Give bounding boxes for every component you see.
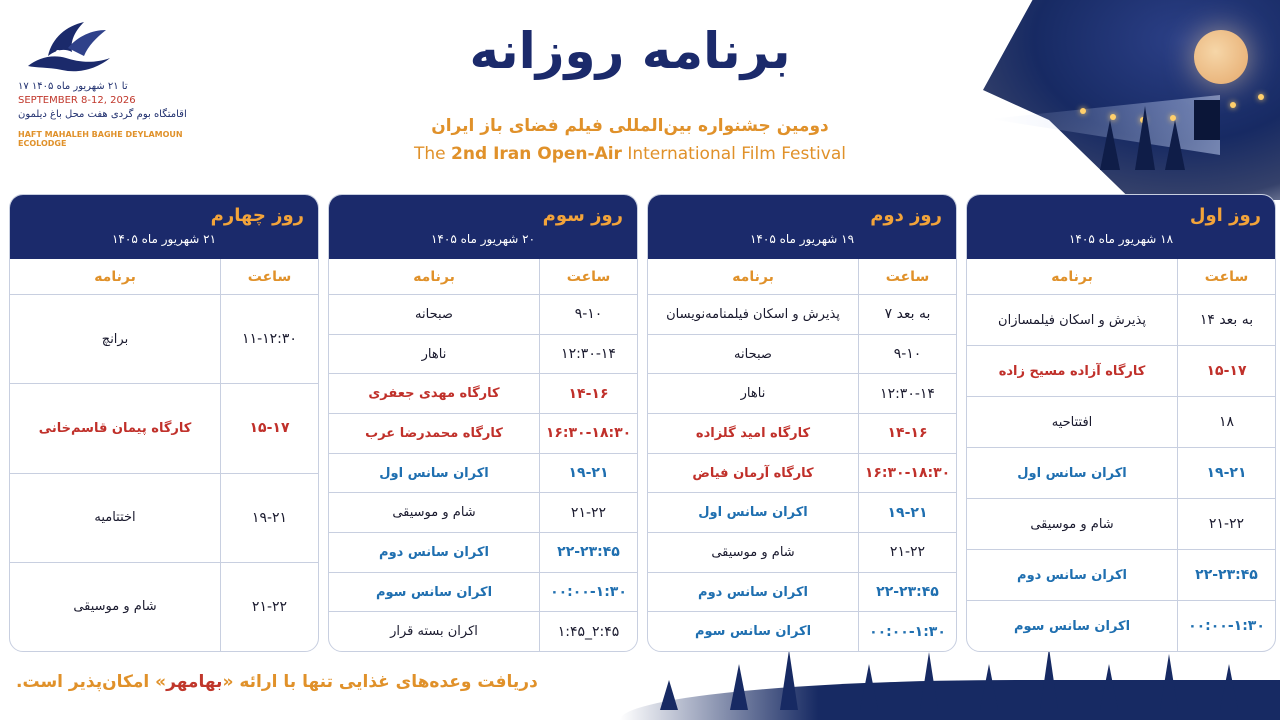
row-time: ۹-۱۰: [858, 335, 956, 374]
row-time: ۱۵-۱۷: [220, 384, 318, 472]
festival-name-fa: دومین جشنواره بین‌المللی فیلم فضای باز ایران: [431, 116, 829, 136]
day-table: [966, 194, 1276, 652]
row-time: ۲۱-۲۲: [858, 533, 956, 572]
tree-icon: [780, 650, 798, 710]
day-header: [329, 195, 637, 259]
row-time: ۹-۱۰: [539, 295, 637, 334]
hill: [620, 680, 1280, 720]
day-header: [967, 195, 1275, 259]
row-time: ۲۲-۲۳:۴۵: [1177, 550, 1275, 600]
festival-logo: [18, 18, 228, 148]
column-header-program: برنامه: [732, 268, 774, 285]
day-date: ۲۱ شهریور ماه ۱۴۰۵: [111, 232, 217, 246]
table-row: [967, 499, 1275, 550]
column-header-time: ساعت: [1177, 259, 1275, 294]
day-date: ۲۰ شهریور ماه ۱۴۰۵: [430, 232, 536, 246]
row-time: ۱:۴۵_۲:۴۵: [539, 612, 637, 651]
row-program: پذیرش و اسکان فیلمنامه‌نویسان: [666, 306, 840, 322]
schedule-rows: [329, 295, 637, 651]
column-header-program: برنامه: [1051, 268, 1093, 285]
table-row: [648, 573, 956, 613]
tree-icon: [1040, 648, 1058, 710]
meal-note-pre: دریافت وعده‌های غذایی تنها با ارائه «: [222, 672, 538, 692]
page-title: برنامه روزانه: [469, 22, 791, 80]
tree-icon: [660, 680, 678, 710]
row-program: اکران سانس سوم: [1013, 618, 1131, 634]
schedule-rows: [10, 295, 318, 651]
row-program: اکران سانس دوم: [698, 584, 808, 600]
table-row: [10, 474, 318, 563]
table-row: [648, 374, 956, 414]
festival-name-en-pre: The: [414, 144, 452, 164]
tree-icon: [1100, 120, 1120, 170]
table-row: [967, 295, 1275, 346]
row-time: ۲۱-۲۲: [220, 563, 318, 651]
row-program: پذیرش و اسکان فیلمسازان: [998, 312, 1146, 328]
tree-icon: [1135, 106, 1155, 170]
festival-name-en: [400, 144, 860, 164]
row-time: ۱۹-۲۱: [1177, 448, 1275, 498]
table-row: [329, 612, 637, 651]
table-row: [329, 335, 637, 375]
column-headers: [967, 259, 1275, 295]
row-time: ۱۴-۱۶: [539, 374, 637, 413]
row-time: ۰۰:۰۰-۱:۳۰: [1177, 601, 1275, 651]
day-date: ۱۸ شهریور ماه ۱۴۰۵: [1068, 232, 1174, 246]
row-time: ۱۶:۳۰-۱۸:۳۰: [539, 414, 637, 453]
row-program: برانچ: [101, 331, 129, 347]
day-table: [328, 194, 638, 652]
row-program: کارگاه آرمان فیاض: [692, 465, 814, 481]
row-program: صبحانه: [734, 346, 772, 362]
table-row: [329, 295, 637, 335]
table-row: [329, 414, 637, 454]
table-row: [967, 601, 1275, 651]
row-program: اختتامیه: [94, 510, 136, 526]
tree-icon: [1165, 120, 1185, 170]
row-program: صبحانه: [415, 306, 453, 322]
row-program: اکران سانس اول: [698, 505, 808, 521]
row-time: ۱۹-۲۱: [220, 474, 318, 562]
day-table: [9, 194, 319, 652]
table-row: [648, 295, 956, 335]
table-row: [329, 573, 637, 613]
tree-icon: [1220, 664, 1238, 710]
row-time: ۲۱-۲۲: [1177, 499, 1275, 549]
row-program: اکران بسته قرار: [390, 624, 478, 640]
row-program: اکران سانس دوم: [1017, 567, 1127, 583]
table-row: [648, 335, 956, 375]
row-program: اکران سانس سوم: [375, 584, 493, 600]
schedule-rows: [648, 295, 956, 651]
row-program: اکران سانس سوم: [694, 624, 812, 640]
day-date: ۱۹ شهریور ماه ۱۴۰۵: [749, 232, 855, 246]
row-time: ۱۹-۲۱: [539, 454, 637, 493]
table-row: [967, 550, 1275, 601]
row-time: ۱۱-۱۲:۳۰: [220, 295, 318, 383]
row-time: ۱۴ به بعد: [1177, 295, 1275, 345]
table-row: [648, 612, 956, 651]
table-row: [648, 414, 956, 454]
festival-name-en-post: International Film Festival: [621, 144, 846, 164]
day-name: روز اول: [1189, 205, 1261, 226]
day-name: روز دوم: [870, 205, 942, 226]
moon-icon: [1194, 30, 1248, 84]
table-row: [329, 533, 637, 573]
tree-icon: [920, 652, 938, 710]
row-program: اکران سانس اول: [379, 465, 489, 481]
festival-date-fa: ۱۷ تا ۲۱ شهریور ماه ۱۴۰۵: [18, 81, 128, 92]
tree-icon: [1100, 664, 1118, 710]
row-program: کارگاه پیمان قاسم‌خانی: [38, 420, 192, 436]
row-program: شام و موسیقی: [711, 544, 795, 560]
row-program: ناهار: [421, 346, 447, 362]
row-time: ۲۲-۲۳:۴۵: [539, 533, 637, 572]
column-header-program: برنامه: [413, 268, 455, 285]
table-row: [10, 563, 318, 651]
row-time: ۱۴-۱۶: [858, 414, 956, 453]
tree-icon: [1160, 654, 1178, 710]
projector-icon: [1194, 100, 1220, 140]
row-program: کارگاه محمدرضا عرب: [365, 425, 503, 441]
festival-date-en: SEPTEMBER 8-12, 2026: [18, 95, 136, 106]
table-row: [967, 397, 1275, 448]
column-headers: [10, 259, 318, 295]
row-time: ۱۸: [1177, 397, 1275, 447]
row-program: شام و موسیقی: [392, 505, 476, 521]
table-row: [648, 454, 956, 494]
row-time: ۱۹-۲۱: [858, 493, 956, 532]
festival-venue-fa: اقامتگاه بوم گردی هفت محل باغ دیلمون: [18, 109, 187, 120]
tree-icon: [980, 664, 998, 710]
row-program: کارگاه آزاده مسیح زاده: [998, 363, 1146, 379]
day-header: [10, 195, 318, 259]
column-header-time: ساعت: [220, 259, 318, 294]
table-row: [329, 493, 637, 533]
meal-note-post: » امکان‌پذیر است.: [16, 672, 167, 692]
table-row: [10, 295, 318, 384]
day-name: روز چهارم: [210, 205, 304, 226]
row-time: ۲۲-۲۳:۴۵: [858, 573, 956, 612]
tree-icon: [860, 664, 878, 710]
row-time: ۱۲:۳۰-۱۴: [539, 335, 637, 374]
day-name: روز سوم: [542, 205, 623, 226]
row-program: اکران سانس دوم: [379, 544, 489, 560]
row-time: ۱۲:۳۰-۱۴: [858, 374, 956, 413]
table-row: [329, 374, 637, 414]
column-header-program: برنامه: [94, 268, 136, 285]
row-time: ۰۰:۰۰-۱:۳۰: [539, 573, 637, 612]
column-headers: [329, 259, 637, 295]
row-program: افتتاحیه: [1051, 414, 1093, 430]
day-table: [647, 194, 957, 652]
day-header: [648, 195, 956, 259]
table-row: [648, 493, 956, 533]
row-program: شام و موسیقی: [73, 599, 157, 615]
festival-name-en-bold: 2nd Iran Open-Air: [451, 144, 622, 164]
table-row: [329, 454, 637, 494]
row-program: کارگاه مهدی جعفری: [368, 386, 500, 402]
column-header-time: ساعت: [539, 259, 637, 294]
row-time: ۱۶:۳۰-۱۸:۳۰: [858, 454, 956, 493]
column-headers: [648, 259, 956, 295]
row-program: ناهار: [740, 386, 766, 402]
row-time: ۱۵-۱۷: [1177, 346, 1275, 396]
row-time: ۲۱-۲۲: [539, 493, 637, 532]
row-time: ۰۰:۰۰-۱:۳۰: [858, 612, 956, 651]
table-row: [967, 346, 1275, 397]
bird-logo-icon: [18, 18, 114, 80]
tree-icon: [730, 664, 748, 710]
festival-venue-en: HAFT MAHALEH BAGHE DEYLAMOUN ECOLODGE: [18, 130, 183, 148]
row-program: شام و موسیقی: [1030, 516, 1114, 532]
table-row: [10, 384, 318, 473]
meal-note: [16, 672, 576, 692]
table-row: [967, 448, 1275, 499]
row-time: ۷ به بعد: [858, 295, 956, 334]
column-header-time: ساعت: [858, 259, 956, 294]
schedule-rows: [967, 295, 1275, 651]
meal-note-brand: بهامهر: [166, 672, 223, 692]
night-scene-illustration: [950, 0, 1280, 200]
row-program: اکران سانس اول: [1017, 465, 1127, 481]
forest-illustration: [620, 640, 1280, 720]
row-program: کارگاه امید گلزاده: [695, 425, 811, 441]
table-row: [648, 533, 956, 573]
